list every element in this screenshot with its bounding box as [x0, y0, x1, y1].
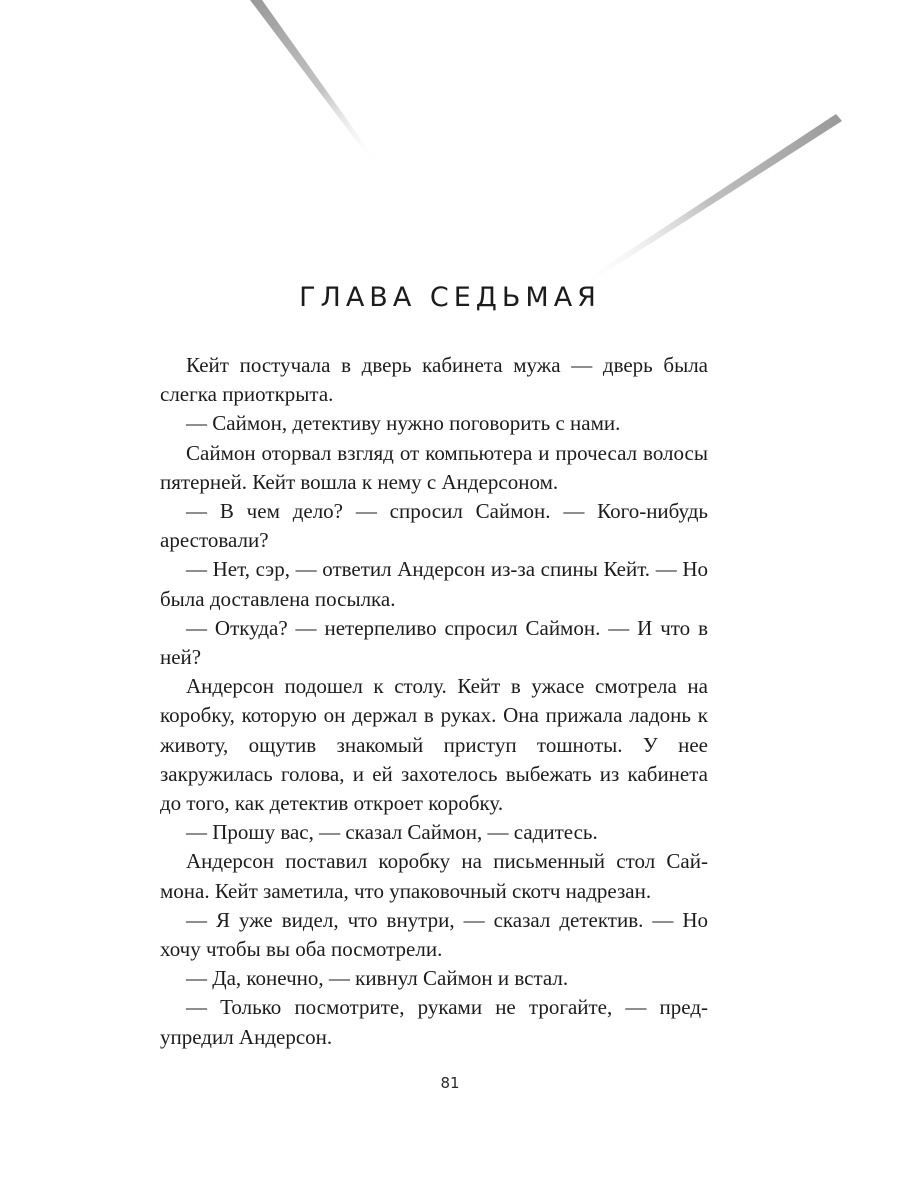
paragraph: — Только посмотрите, руками не трогайте, — предупредил Андерсон. [160, 995, 708, 1049]
paragraph: — Саймон, детективу нужно поговорить с нами. [186, 411, 621, 436]
chapter-body [160, 351, 708, 1052]
page-number: 81 [440, 1074, 460, 1092]
light-ray-right [574, 114, 842, 290]
paragraph: — Откуда? — нетерпеливо спросил Саймон. — И что в ней? [160, 615, 708, 670]
paragraph: — Прошу вас, — сказал Саймон, — садитесь. [186, 820, 598, 845]
chapter-title: ГЛАВА СЕДЬМАЯ [299, 282, 601, 313]
paragraph: Саймон оторвал взгляд от компьютера и прочесал волосы пятерней. Кейт вошла к нему с Андерсоном. [160, 440, 708, 494]
paragraph: Андерсон подошел к столу. Кейт в ужасе смотрела на коробку, которую он держал в руках. Она прижала ладонь к животу, ощутив знакомый приступ тошноты. У нее закружилась голова, и ей захотелось выбежать из кабинета до того, как детектив откроет коробку. [160, 674, 708, 816]
decorative-light-rays [0, 0, 900, 300]
light-ray-left [250, 0, 380, 167]
paragraph: — Нет, сэр, — ответил Андерсон из-за спины Кейт. — Но была доставлена посылка. [160, 557, 708, 611]
paragraph: — Да, конечно, — кивнул Саймон и встал. [186, 966, 569, 991]
paragraph: — В чем дело? — спросил Саймон. — Кого-нибудь арестовали? [160, 499, 708, 553]
paragraph: Андерсон поставил коробку на письменный стол Саймона. Кейт заметила, что упаковочный скотч надрезан. [160, 849, 708, 903]
paragraph: Кейт постучала в дверь кабинета мужа — дверь была слегка приоткрыта. [160, 353, 708, 407]
paragraph: — Я уже видел, что внутри, — сказал детектив. — Но хочу чтобы вы оба посмотрели. [160, 907, 708, 962]
